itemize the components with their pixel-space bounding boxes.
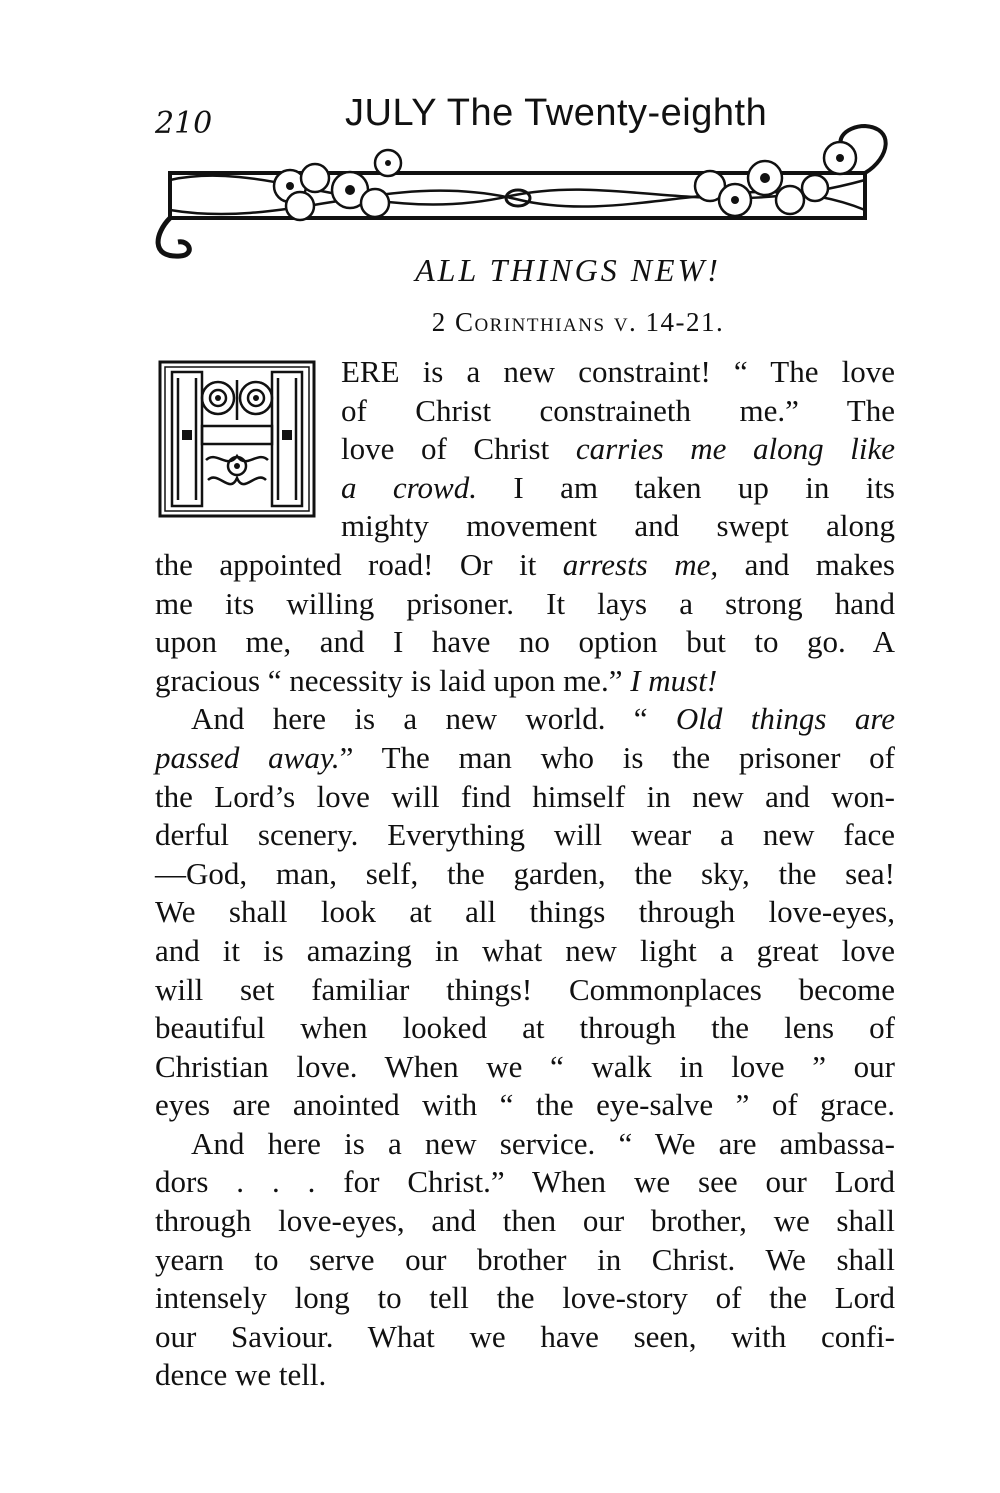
italic-run: Old things are xyxy=(675,701,895,737)
text-line: will set familiar things! Commonplaces become xyxy=(155,971,895,1007)
text-line xyxy=(155,662,895,701)
text-line: dence we tell. xyxy=(155,1357,327,1393)
italic-run: arrests me, xyxy=(562,546,719,582)
text-line: —God, man, self, the garden, the sky, the sea! xyxy=(155,855,895,891)
text-line: yearn to serve our brother in Christ. We shall xyxy=(155,1241,895,1277)
italic-run: carries me along like xyxy=(575,431,895,467)
text-line: beautiful when looked at through the lens of xyxy=(155,1010,895,1046)
text-line: upon me, and I have no option but to go. A xyxy=(155,624,895,660)
italic-run: passed away. xyxy=(155,739,340,775)
text-line: mighty movement and swept along xyxy=(341,508,895,544)
text-line: Christian love. When we “ walk in love ” our xyxy=(155,1048,895,1084)
section-title: ALL THINGS NEW! xyxy=(415,252,721,288)
text-line xyxy=(155,739,895,778)
text-line: me its willing prisoner. It lays a strong hand xyxy=(155,585,895,621)
text-line: through love-eyes, and then our brother, we shall xyxy=(155,1203,895,1239)
running-title: JULY The Twenty-eighth xyxy=(345,92,768,134)
italic-run: I must! xyxy=(630,662,718,698)
page-number: 210 xyxy=(155,106,213,141)
scripture-reference: 2 Corinthians v. 14-21. xyxy=(431,307,725,337)
italic-run: a crowd. xyxy=(341,469,477,505)
floral-banner-ornament xyxy=(150,118,895,263)
text-line: intensely long to tell the love-story of the Lord xyxy=(155,1280,895,1316)
text-run: and makes xyxy=(718,546,895,582)
text-run: I am taken up in its xyxy=(476,469,895,505)
text-line: of Christ constraineth me.” The xyxy=(341,392,895,428)
text-line: and it is amazing in what new light a great love xyxy=(155,932,895,968)
text-run: the appointed road! Or it xyxy=(155,546,563,582)
text-line xyxy=(341,430,895,469)
text-run: love of Christ xyxy=(341,431,576,467)
text-line: And here is a new service. “ We are ambassa- xyxy=(191,1125,895,1161)
text-line: dors . . . for Christ.” When we see our Lord xyxy=(155,1164,895,1200)
text-line: eyes are anointed with “ the eye-salve ” of grace. xyxy=(155,1087,895,1123)
body-text xyxy=(155,353,895,1395)
text-line: our Saviour. What we have seen, with confi- xyxy=(155,1318,895,1354)
text-run: And here is a new world. “ xyxy=(191,701,676,737)
text-line xyxy=(155,546,895,585)
text-line xyxy=(341,469,895,508)
text-line: We shall look at all things through love-eyes, xyxy=(155,894,895,930)
text-line xyxy=(155,700,895,739)
text-run: ” The man who is the prisoner of xyxy=(339,739,895,775)
text-line: the Lord’s love will find himself in new and won- xyxy=(155,778,895,814)
text-run: gracious “ necessity is laid upon me.” xyxy=(155,662,631,698)
text-line: derful scenery. Everything will wear a new face xyxy=(155,817,895,853)
text-line: ERE is a new constraint! “ The love xyxy=(341,354,895,389)
